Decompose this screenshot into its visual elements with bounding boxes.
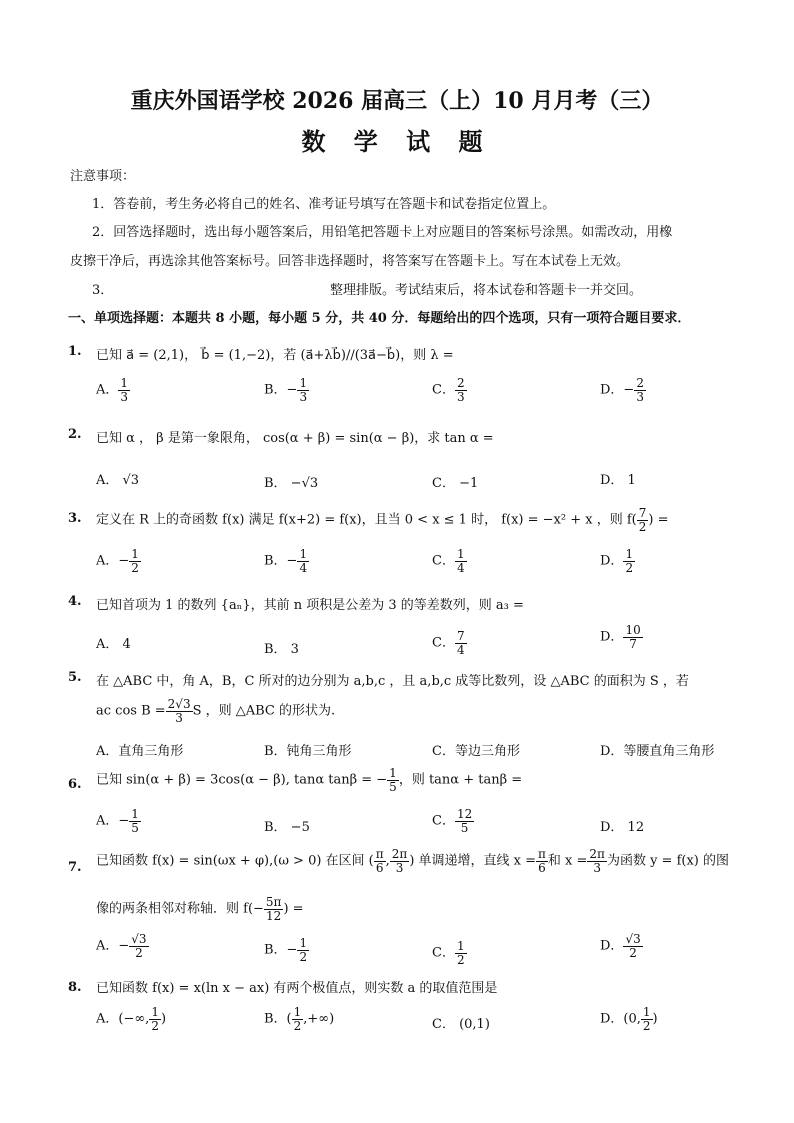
q7-option-a-label: A．− bbox=[96, 938, 130, 954]
denominator: 3 bbox=[456, 389, 465, 404]
q1-option-d-fraction bbox=[634, 377, 646, 403]
question-7-interval-start bbox=[374, 848, 386, 874]
q4-option-d-fraction bbox=[623, 624, 642, 650]
q7-option-d-label: D． bbox=[600, 938, 624, 954]
q6-option-b[interactable]: B． −5 bbox=[264, 820, 310, 835]
denominator: 2 bbox=[642, 1018, 651, 1033]
question-6-fraction bbox=[387, 767, 399, 793]
question-1-text: 已知 a⃗ = (2,1)， b⃗ = (1,−2)，若 (a⃗+λb⃗)//(3a⃗−b⃗)，则 λ = bbox=[96, 348, 454, 363]
q8-option-b[interactable] bbox=[264, 1006, 334, 1032]
q7-option-a-fraction bbox=[129, 933, 148, 959]
question-7-line-2-b: ) = bbox=[283, 901, 304, 917]
denominator: 5 bbox=[389, 779, 397, 794]
q6-option-a[interactable] bbox=[96, 808, 141, 834]
q4-option-b[interactable]: B． 3 bbox=[264, 642, 299, 657]
q6-option-c-fraction bbox=[455, 808, 474, 834]
denominator: 5 bbox=[131, 820, 139, 835]
q1-option-a[interactable] bbox=[96, 377, 130, 403]
q3-option-c[interactable] bbox=[432, 548, 467, 574]
notes-heading: 注意事项： bbox=[70, 169, 136, 184]
denominator: 2 bbox=[135, 945, 143, 960]
question-7-line-2-a: 像的两条相邻对称轴．则 f(− bbox=[96, 901, 264, 917]
numerator: 1 bbox=[642, 1005, 651, 1019]
numerator: 7 bbox=[638, 506, 647, 520]
numerator: 1 bbox=[299, 936, 308, 950]
q3-option-b[interactable] bbox=[264, 548, 309, 574]
q4-option-c-fraction bbox=[455, 630, 467, 656]
denominator: 4 bbox=[456, 642, 465, 657]
q1-option-c-label: C． bbox=[432, 382, 455, 398]
denominator: 2 bbox=[151, 1018, 159, 1033]
question-5-line-2-start: ac cos B = bbox=[96, 703, 166, 719]
numerator: π bbox=[538, 847, 546, 861]
numerator: 1 bbox=[151, 1005, 159, 1019]
denominator: 3 bbox=[636, 389, 644, 404]
denominator: 4 bbox=[456, 560, 465, 575]
question-7-line-1-b: , bbox=[385, 853, 390, 869]
question-3-number: 3. bbox=[68, 511, 82, 526]
question-8-text: 已知函数 f(x) = x(ln x − ax) 有两个极值点，则实数 a 的取值范围是 bbox=[96, 981, 498, 996]
q1-option-b-label: B．− bbox=[264, 382, 298, 398]
q3-option-d-fraction bbox=[623, 548, 635, 574]
exam-title: 重庆外国语学校 2026 届高三（上）10 月月考（三） bbox=[130, 88, 664, 114]
note-2-line-1: 2．回答选择题时，选出每小题答案后，用铅笔把答题卡上对应题目的答案标号涂黑。如需改动，用橡 bbox=[92, 225, 673, 240]
question-3-text-end: ) = bbox=[648, 512, 669, 528]
numerator: 1 bbox=[131, 807, 139, 821]
denominator: 2 bbox=[625, 560, 634, 575]
q6-option-a-label: A．− bbox=[96, 813, 130, 829]
q3-option-b-label: B．− bbox=[264, 553, 298, 569]
numerator: 1 bbox=[456, 547, 465, 561]
q8-option-a-end: ) bbox=[160, 1011, 167, 1027]
q1-option-b[interactable] bbox=[264, 377, 309, 403]
denominator: 4 bbox=[299, 560, 308, 575]
question-3-text-main: 定义在 R 上的奇函数 f(x) 满足 f(x+2) = f(x)，且当 0 < x ≤ 1 时， f(x) = −x² + x ，则 f( bbox=[96, 512, 637, 528]
q5-option-a[interactable]: A．直角三角形 bbox=[96, 744, 184, 759]
numerator: 2π bbox=[589, 847, 605, 861]
denominator: 2 bbox=[293, 1018, 302, 1033]
question-7-argument bbox=[264, 896, 284, 922]
numerator: 1 bbox=[625, 547, 634, 561]
question-7-line-2 bbox=[96, 896, 304, 922]
q3-option-c-label: C． bbox=[432, 553, 455, 569]
question-7-number: 7. bbox=[68, 860, 82, 875]
q8-option-a-start: A．(−∞, bbox=[96, 1011, 150, 1027]
denominator: 3 bbox=[593, 860, 601, 875]
numerator: 12 bbox=[456, 807, 473, 821]
q4-option-c[interactable] bbox=[432, 630, 467, 656]
question-8-number: 8. bbox=[68, 980, 82, 995]
denominator: 6 bbox=[375, 860, 384, 875]
question-6-text-end: ，则 tanα + tanβ = bbox=[398, 772, 523, 788]
q7-option-a[interactable] bbox=[96, 933, 149, 959]
q1-option-d-label: D．− bbox=[600, 382, 635, 398]
question-4-text: 已知首项为 1 的数列 {aₙ}，其前 n 项积是公差为 3 的等差数列，则 a₃ = bbox=[96, 598, 524, 613]
numerator: 10 bbox=[625, 623, 641, 637]
numerator: 1 bbox=[389, 766, 397, 780]
denominator: 3 bbox=[299, 389, 308, 404]
numerator: 2√3 bbox=[167, 697, 191, 711]
question-7-line-1-a: 已知函数 f(x) = sin(ωx + φ),(ω > 0) 在区间 ( bbox=[96, 853, 374, 869]
question-3-fraction bbox=[637, 507, 649, 533]
question-7-line-1 bbox=[96, 848, 729, 874]
q2-option-b[interactable]: B． −√3 bbox=[264, 476, 319, 491]
denominator: 2 bbox=[629, 945, 637, 960]
q7-option-b-fraction bbox=[297, 937, 309, 963]
q7-option-b-label: B．− bbox=[264, 942, 298, 958]
question-7-line-1-e: 为函数 y = f(x) 的图 bbox=[606, 853, 730, 869]
q8-option-a[interactable] bbox=[96, 1006, 166, 1032]
denominator: 5 bbox=[460, 820, 469, 835]
denominator: 12 bbox=[266, 908, 282, 923]
question-6-text-main: 已知 sin(α + β) = 3cos(α − β), tanα tanβ = − bbox=[96, 772, 388, 788]
question-2-text: 已知 α ， β 是第一象限角， cos(α + β) = sin(α − β)，求 tan α = bbox=[96, 431, 494, 446]
question-7-interval-end bbox=[390, 848, 410, 874]
q6-option-a-fraction bbox=[129, 808, 141, 834]
q4-option-d-label: D． bbox=[600, 629, 624, 645]
question-3-text bbox=[96, 507, 668, 533]
denominator: 2 bbox=[456, 952, 465, 967]
numerator: √3 bbox=[625, 932, 641, 946]
denominator: 2 bbox=[299, 949, 308, 964]
note-2-line-2: 皮擦干净后，再选涂其他答案标号。回答非选择题时，将答案写在答题卡上。写在本试卷上无效。 bbox=[70, 254, 630, 269]
numerator: 1 bbox=[120, 376, 129, 390]
q6-option-d[interactable]: D． 12 bbox=[600, 820, 645, 835]
denominator: 3 bbox=[120, 389, 129, 404]
question-5-number: 5. bbox=[68, 670, 82, 685]
numerator: 1 bbox=[131, 547, 139, 561]
numerator: 7 bbox=[456, 629, 465, 643]
q3-option-a[interactable] bbox=[96, 548, 141, 574]
q7-option-c-fraction bbox=[455, 940, 467, 966]
q7-option-d[interactable] bbox=[600, 933, 643, 959]
numerator: 2π bbox=[391, 847, 408, 861]
q7-option-c-label: C． bbox=[432, 945, 455, 961]
denominator: 3 bbox=[395, 860, 404, 875]
q2-option-d[interactable]: D． 1 bbox=[600, 473, 636, 488]
numerator: π bbox=[375, 847, 384, 861]
question-5-line-2 bbox=[96, 698, 335, 724]
exam-subtitle: 数 学 试 题 bbox=[301, 127, 493, 156]
note-1: 1．答卷前，考生务必将自己的姓名、准考证号填写在答题卡和试卷指定位置上。 bbox=[92, 197, 556, 212]
question-2-number: 2. bbox=[68, 427, 82, 442]
question-6-text bbox=[96, 767, 522, 793]
q1-option-b-fraction bbox=[297, 377, 309, 403]
numerator: 1 bbox=[299, 376, 308, 390]
q8-option-d-end: ) bbox=[652, 1011, 658, 1027]
q3-option-d-label: D． bbox=[600, 553, 624, 569]
q8-option-b-fraction bbox=[292, 1006, 304, 1032]
question-6-number: 6. bbox=[68, 777, 82, 792]
q2-option-c[interactable]: C． −1 bbox=[432, 476, 479, 491]
numerator: 2 bbox=[456, 376, 465, 390]
question-7-line-1-c: ) 单调递增，直线 x = bbox=[409, 853, 537, 869]
question-7-axis-1 bbox=[536, 848, 548, 874]
q8-option-d-start: D．(0, bbox=[600, 1011, 641, 1027]
q7-option-c[interactable] bbox=[432, 940, 467, 966]
numerator: 1 bbox=[299, 547, 308, 561]
q1-option-a-label: A． bbox=[96, 382, 119, 398]
question-7-line-1-d: 和 x = bbox=[547, 853, 588, 869]
question-5-line-1: 在 △ABC 中，角 A，B，C 所对的边分别为 a,b,c ，且 a,b,c 成等比数列，设 △ABC 的面积为 S ，若 bbox=[96, 674, 689, 689]
q7-option-d-fraction bbox=[623, 933, 642, 959]
q6-option-c[interactable] bbox=[432, 808, 474, 834]
q1-option-c[interactable] bbox=[432, 377, 467, 403]
q7-option-b[interactable] bbox=[264, 937, 309, 963]
q3-option-b-fraction bbox=[297, 548, 309, 574]
numerator: √3 bbox=[131, 932, 147, 946]
q1-option-a-fraction bbox=[118, 377, 130, 403]
question-5-fraction bbox=[166, 698, 193, 724]
q5-option-d[interactable]: D．等腰直角三角形 bbox=[600, 744, 715, 759]
q3-option-a-label: A．− bbox=[96, 553, 130, 569]
q4-option-c-label: C． bbox=[432, 635, 455, 651]
question-4-number: 4. bbox=[68, 594, 82, 609]
q8-option-d-fraction bbox=[641, 1006, 653, 1032]
q8-option-d[interactable] bbox=[600, 1006, 658, 1032]
q3-option-c-fraction bbox=[455, 548, 467, 574]
q8-option-a-fraction bbox=[149, 1006, 161, 1032]
q4-option-a[interactable]: A． 4 bbox=[96, 637, 131, 652]
q4-option-d[interactable] bbox=[600, 624, 643, 650]
q8-option-c[interactable]: C． (0,1) bbox=[432, 1017, 490, 1032]
numerator: 1 bbox=[293, 1005, 302, 1019]
q1-option-d[interactable] bbox=[600, 377, 646, 403]
q8-option-b-start: B．( bbox=[264, 1011, 292, 1027]
q5-option-c[interactable]: C．等边三角形 bbox=[432, 744, 520, 759]
numerator: 5π bbox=[265, 895, 282, 909]
note-3-text: 整理排版。考试结束后，将本试卷和答题卡一并交回。 bbox=[330, 283, 643, 298]
question-5-line-2-end: S ，则 △ABC 的形状为. bbox=[192, 703, 336, 719]
q1-option-c-fraction bbox=[455, 377, 467, 403]
q6-option-c-label: C． bbox=[432, 813, 455, 829]
section-heading: 一、单项选择题：本题共 8 小题，每小题 5 分，共 40 分．每题给出的四个选项，只有一项符合题目要求． bbox=[68, 311, 691, 326]
denominator: 2 bbox=[131, 560, 139, 575]
denominator: 7 bbox=[629, 636, 637, 651]
note-3-number: 3． bbox=[92, 283, 114, 298]
q3-option-d[interactable] bbox=[600, 548, 635, 574]
numerator: 1 bbox=[456, 939, 465, 953]
q3-option-a-fraction bbox=[129, 548, 141, 574]
q5-option-b[interactable]: B．钝角三角形 bbox=[264, 744, 352, 759]
q8-option-b-end: ,+∞) bbox=[303, 1011, 335, 1027]
question-1-number: 1. bbox=[68, 344, 82, 359]
denominator: 2 bbox=[638, 519, 647, 534]
q2-option-a[interactable]: A． √3 bbox=[96, 473, 140, 488]
numerator: 2 bbox=[636, 376, 644, 390]
denominator: 6 bbox=[538, 860, 546, 875]
question-7-axis-2 bbox=[587, 848, 607, 874]
denominator: 3 bbox=[175, 710, 183, 725]
